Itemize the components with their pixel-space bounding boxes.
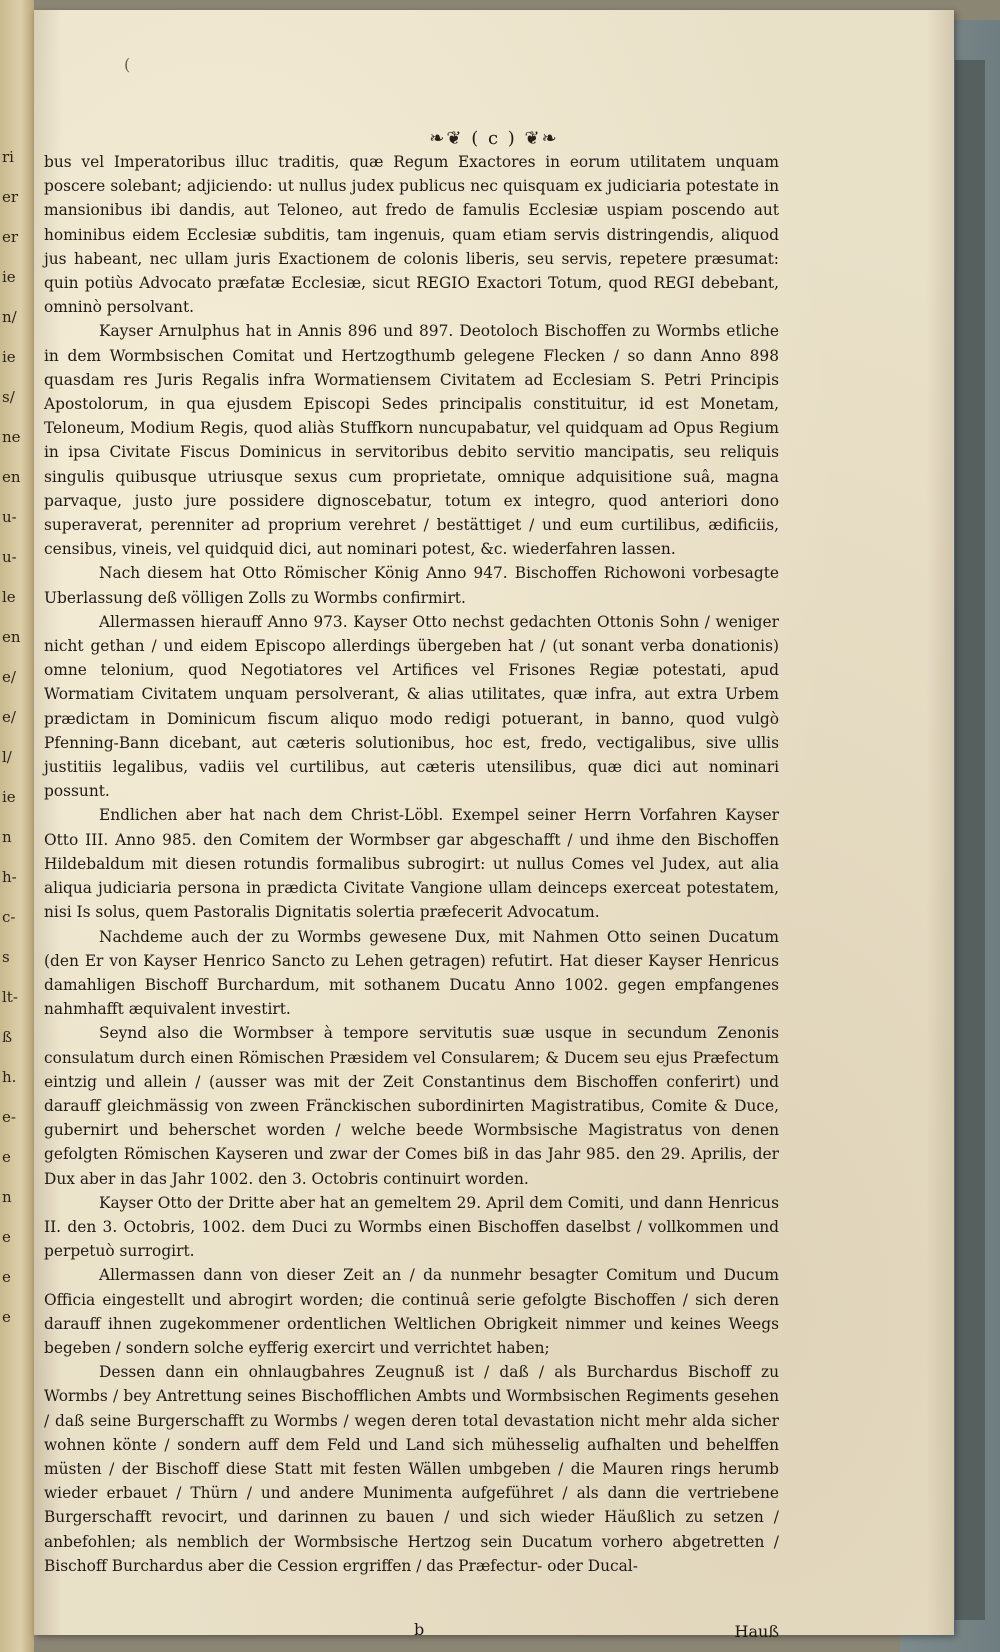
margin-fragment: ne <box>2 428 21 446</box>
paragraph: Kayser Arnulphus hat in Annis 896 und 897. Deotoloch Bischoffen zu Wormbs etliche in dem Wormbsischen Comitat und Hertzogthumb gelegene Flecken / so dann Anno 898 quasdam res Juris Regalis infra Wormatiensem Civitatem ad Ecclesiam S. Petri Principis Apostolorum, in qua ejusdem Episcopi Sedes principalis constituitur, id est Monetam, Teloneum, Modium Regis, quod aliàs Stuffkorn nuncupabatur, vel quidquam ad Opus Regium in ipsa Civitate Fiscus Dominicus in servitoribus debito servitio mancipatis, seu reliquis singulis quibusque utriusque sexus cum proprietate, omnique adquisitione suâ, magna parvaque, justo jure possidere dignoscebatur, totum ex integro, quod anteriori dono superaverat, perenniter ad proprium verehret / bestättiget / und eum curtilibus, ædificiis, censibus, vineis, vel quidquid dici, aut nominari potest, &c. wiederfahren lassen. <box>44 322 779 559</box>
margin-fragment: le <box>2 588 16 606</box>
catchword: Hauß <box>734 1622 779 1641</box>
margin-fragment: ri <box>2 148 14 166</box>
signature-mark: b <box>414 1620 425 1639</box>
paragraph: Seynd also die Wormbser à tempore servitutis suæ usque in secundum Zenonis consulatum durch einen Römischen Præsidem vel Consularem; & Ducem seu ejus Præfectum eintzig und allein / (ausser was mit der Zeit Constantinus dem Bischoffen conferirt) und darauff gleichmässig von zween Fränckischen subordinirten Magistratibus, Comite & Duce, gubernirt und beherschet worden / welche beede Wormbsische Magistratus von denen gefolgten Römischen Kayseren und zwar der Comes biß in das Jahr 985. den 29. Aprilis, der Dux aber in das Jahr 1002. den 3. Octobris continuirt worden. <box>44 1024 779 1188</box>
margin-fragment: e <box>2 1228 11 1246</box>
book-page <box>34 10 954 1641</box>
margin-fragment: ie <box>2 788 16 806</box>
page-number: ( c ) <box>471 128 517 149</box>
margin-fragment: c- <box>2 908 16 926</box>
page-footer <box>44 1620 779 1644</box>
right-ornament: ❦❧ <box>524 128 559 149</box>
margin-fragment: u- <box>2 548 17 566</box>
margin-fragment: e <box>2 1268 11 1286</box>
margin-fragment: n/ <box>2 308 17 326</box>
paragraph: Allermassen hierauff Anno 973. Kayser Otto nechst gedachten Ottonis Sohn / weniger nicht gethan / und eidem Episcopo allerdings übergeben hat / (ut sonant verba donationis) omne telonium, quod Negotiatores vel Artifices vel Frisones Regiæ potestati, apud Wormatiam Civitatem unquam persolverant, & alias utilitates, quæ infra, aut extra Urbem prædictam in Dominicum fiscum aliquo modo redigi potuerant, in banno, quod vulgò Pfenning-Bann dicebant, aut cæteris solutionibus, hoc est, fredo, vectigalibus, sive ullis justitiis legalibus, vadiis vel curtilibus, aut cæteris utensilibus, quæ dici aut nominari possunt. <box>44 612 779 801</box>
stray-mark: ( <box>124 55 131 74</box>
margin-fragment: ie <box>2 268 16 286</box>
paragraph: bus vel Imperatoribus illuc traditis, quæ Regum Exactores in eorum utilitatem unquam poscere solebant; adjiciendo: ut nullus judex publicus nec quisquam ex judiciaria potestate in mansionibus ibi dandis, aut Teloneo, aut fredo de famulis Ecclesiæ uspiam poscendo aut hominibus eidem Ecclesiæ subditis, tam ingenuis, quam etiam servis distringendis, aliquod jus habeant, nec ullam juris Exactionem de colonis liberis, seu servis, repetere præsumat: quin potiùs Advocato præfatæ Ecclesiæ, sicut REGIO Exactori Totum, quod REGI debebant, omninò persolvant. <box>44 153 779 317</box>
paragraph: Dessen dann ein ohnlaugbahres Zeugnuß ist / daß / als Burchardus Bischoff zu Wormbs / bey Antrettung seines Bischofflichen Ambts und Wormbsischen Regiments gesehen / daß seine Burgerschafft zu Wormbs / wegen deren total devastation nicht mehr alda sicher wohnen könte / sondern auff dem Feld und Land sich mühesselig aufhalten und behelffen müsten / der Bischoff diese Statt mit festen Wällen umbgeben / die Mauren rings herumb wieder erbauet / Thürn / und andere Munimenta aufgeführet / als dann die vertriebene Burgerschafft revocirt, und darinnen zu bauen / und sich wieder Häußlich zu setzen / anbefohlen; als nemblich der Wormbsische Hertzog sein Ducatum vorhero abgetretten / Bischoff Burchardus aber die Cession ergriffen / das Præfectur- oder Ducal- <box>44 1363 779 1575</box>
previous-page-edge <box>0 0 34 1652</box>
margin-fragment: l/ <box>2 748 12 766</box>
margin-fragment: en <box>2 628 21 646</box>
margin-fragment: h- <box>2 868 17 886</box>
page-header <box>34 128 954 149</box>
margin-fragment: er <box>2 228 19 246</box>
margin-fragment: s <box>2 948 10 966</box>
margin-fragment: e <box>2 1148 11 1166</box>
paragraph: Allermassen dann von dieser Zeit an / da nunmehr besagter Comitum und Ducum Officia eingestellt und abrogirt worden; die continuâ serie gefolgte Bischoffen / sich deren darauff ihnen zugekommener ordentlichen Weltlichen Obrigkeit nimmer und keines Weegs begeben / sondern solche eyfferig exercirt und verrichtet haben; <box>44 1266 779 1357</box>
margin-fragment: ie <box>2 348 16 366</box>
margin-fragment: ß <box>2 1028 13 1046</box>
margin-fragment: er <box>2 188 19 206</box>
paragraph: Kayser Otto der Dritte aber hat an gemeltem 29. April dem Comiti, und dann Henricus II. den 3. Octobris, 1002. dem Duci zu Wormbs einen Bischoffen daselbst / vollkommen und perpetuò surrogirt. <box>44 1193 779 1261</box>
margin-fragment: e/ <box>2 708 16 726</box>
margin-fragment: e <box>2 1308 11 1326</box>
margin-fragment: en <box>2 468 21 486</box>
left-ornament: ❧❦ <box>429 128 464 149</box>
margin-fragment: e- <box>2 1108 16 1126</box>
margin-fragment: e/ <box>2 668 16 686</box>
margin-fragment: s/ <box>2 388 15 406</box>
body-text <box>44 150 779 1578</box>
margin-fragment: u- <box>2 508 17 526</box>
margin-fragment: h. <box>2 1068 17 1086</box>
paragraph: Endlichen aber hat nach dem Christ-Löbl. Exempel seiner Herrn Vorfahren Kayser Otto III. Anno 985. den Comitem der Wormbser gar abgeschafft / und ihme den Bischoffen Hildebaldum mit diesen rotundis formalibus subrogirt: ut nullus Comes vel Judex, aut alia aliqua judiciaria persona in prædicta Civitate Vangione ullam deinceps exerceat potestatem, nisi Is solus, quem Pastoralis Dignitatis solertia præfecerit Advocatum. <box>44 806 779 922</box>
paragraph: Nachdeme auch der zu Wormbs gewesene Dux, mit Nahmen Otto seinen Ducatum (den Er von Kayser Henrico Sancto zu Lehen getragen) refutirt. Hat dieser Kayser Henricus damahligen Bischoff Burchardum, mit sothanem Ducatu Anno 1002. gegen empfangenes nahmhafft æquivalent investirt. <box>44 927 779 1019</box>
margin-fragment: n <box>2 1188 12 1206</box>
paragraph: Nach diesem hat Otto Römischer König Anno 947. Bischoffen Richowoni vorbesagte Uberlassung deß völligen Zolls zu Wormbs confirmirt. <box>44 564 779 607</box>
margin-fragment: n <box>2 828 12 846</box>
margin-fragment: lt- <box>2 988 18 1006</box>
page-edge-shadow <box>955 60 985 1620</box>
